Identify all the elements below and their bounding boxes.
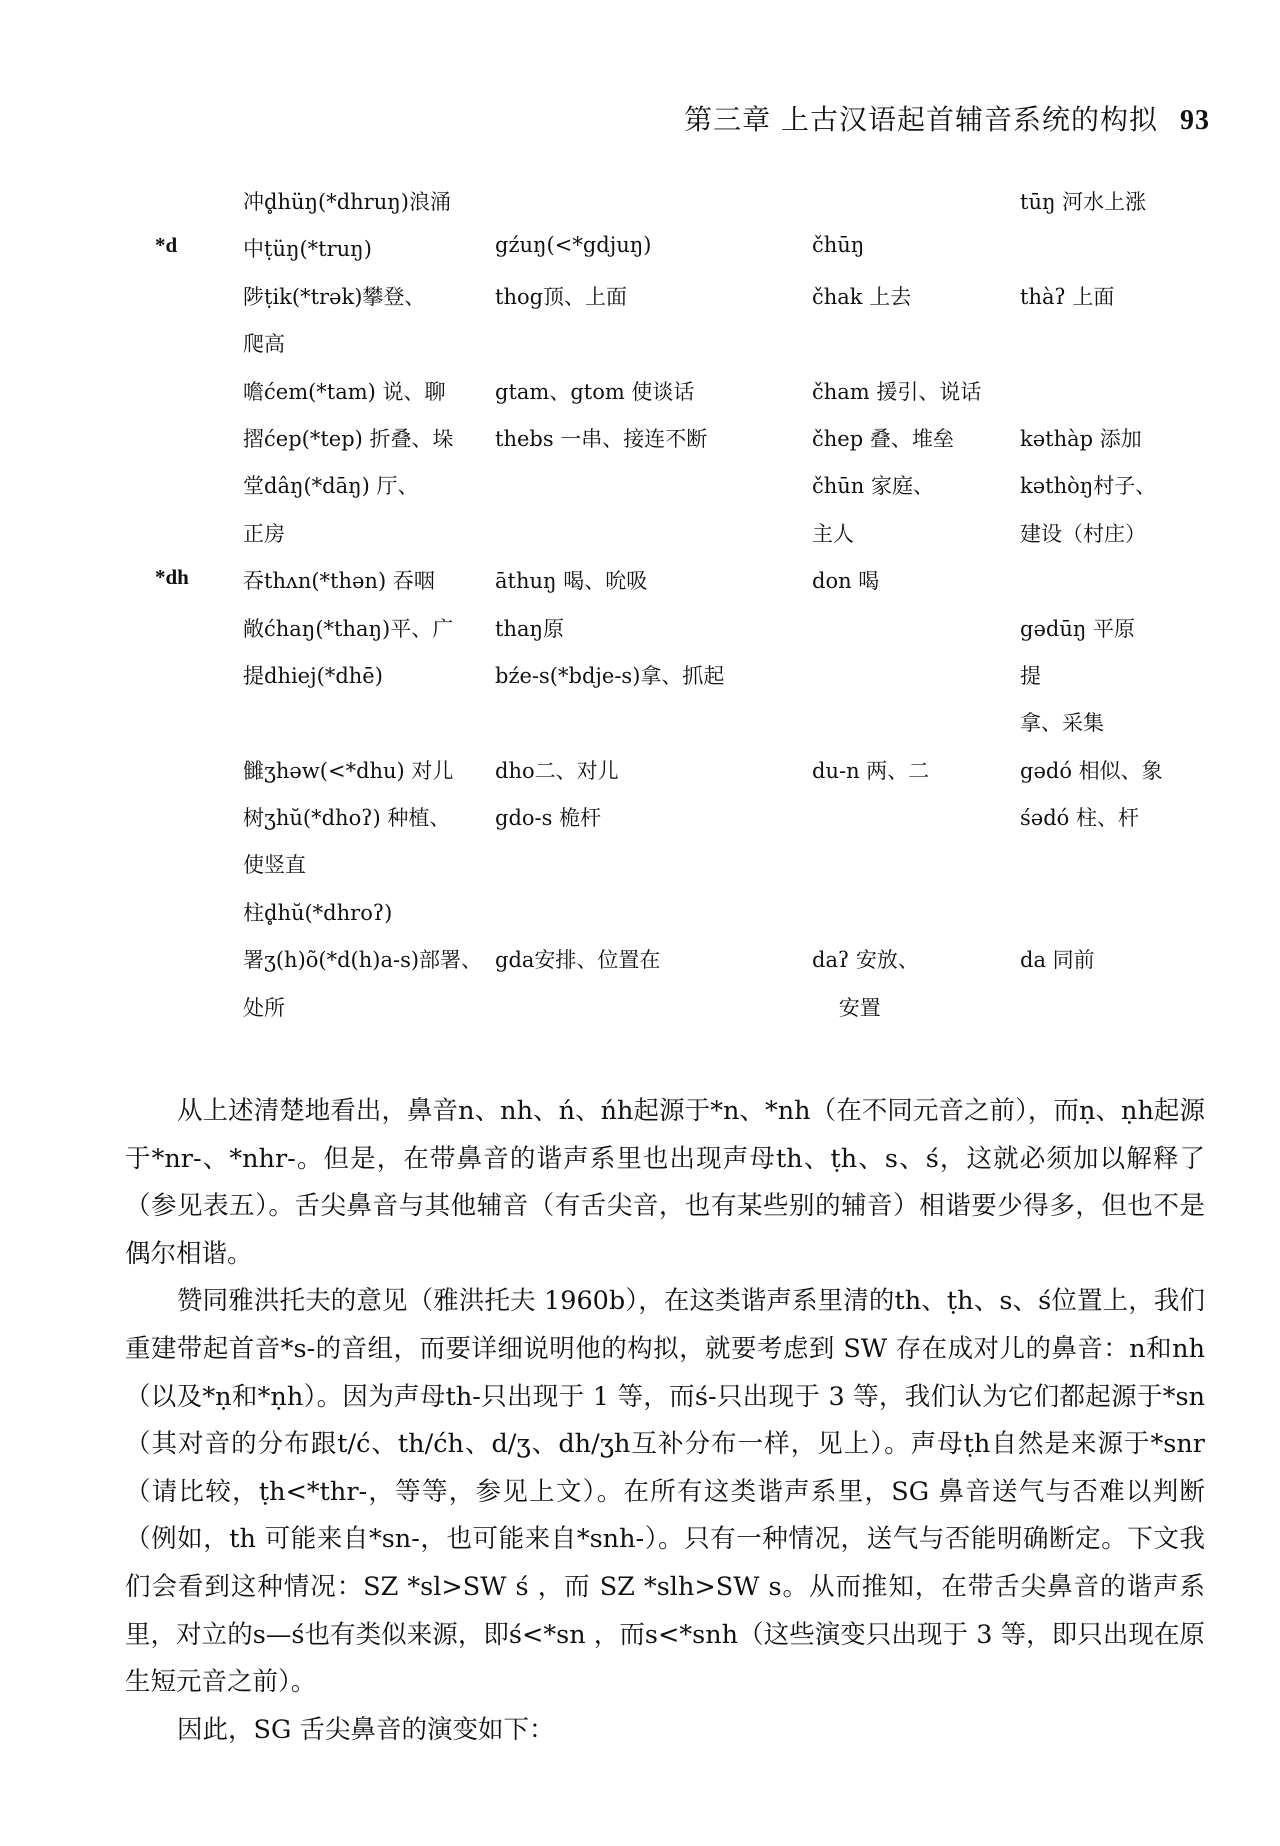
- table-row: [0, 227, 1280, 274]
- chinese-form: 吞thʌn(*thən) 吞咽: [243, 569, 435, 594]
- kachin-form: 拿、采集: [1020, 711, 1104, 736]
- paragraph: 从上述清楚地看出，鼻音n、nh、ń、ńh起源于*n、*nh（在不同元音之前），而ṇ、ṇh起源于*nr-、*nhr-。但是，在带鼻音的谐声系里也出现声母th、ṭh、s、ś，这就必须加以解释了（参见表五）。舌尖鼻音与其他辅音（有舌尖音，也有某些别的辅音）相谐要少得多，但也不是偶尔相谐。: [125, 1096, 1205, 1269]
- chinese-form: 爬高: [243, 332, 285, 357]
- paragraph: 赞同雅洪托夫的意见（雅洪托夫 1960b），在这类谐声系里清的th、ṭh、s、ś位置上，我们重建带起首音*s-的音组，而要详细说明他的构拟，就要考虑到 SW 存在成对儿的鼻音：n和nh（以及*ṇ和*ṇh）。因为声母th-只出现于 1 等，而ś-只出现于 3 等，我们认为它们都起源于*sn（其对音的分布跟t/ć、th/ćh、d/ʒ、dh/ʒh互补分布一样，见上）。声母ṭh自然是来源于*snr （请比较，ṭh<*thr-，等等，参见上文）。在所有这类谐声系里，SG 鼻音送气与否难以判断（例如，th 可能来自*sn-，也可能来自*snh-）。只有一种情况，送气与否能明确断定。下文我们会看到这种情况：SZ *sl>SW ś ，而 SZ *slh>SW s。从而推知，在带舌尖鼻音的谐声系里，对立的s—ś也有类似来源，即ś<*sn ，而s<*snh（这些演变只出现于 3 等，即只出现在原生短元音之前）。: [125, 1286, 1205, 1698]
- chinese-form: 署ʒ(h)õ(*d(h)a-s)部署、: [243, 948, 483, 973]
- running-header: [684, 98, 1210, 138]
- initial-label: *d: [155, 233, 178, 258]
- body-text: [125, 1088, 1205, 1754]
- burmese-form: čhūn 家庭、: [812, 474, 935, 499]
- kachin-form: da 同前: [1020, 948, 1095, 973]
- kachin-form: kəthàp 添加: [1020, 426, 1142, 451]
- table-row: [0, 701, 1280, 748]
- kachin-form: 提: [1020, 663, 1041, 688]
- table-row: [0, 417, 1280, 464]
- table-row: [0, 370, 1280, 417]
- paragraph: 因此，SG 舌尖鼻音的演变如下：: [177, 1714, 555, 1745]
- chinese-form: 敞ćhaŋ(*thaŋ)平、广: [243, 616, 454, 641]
- chinese-form: 柱d̥hŭ(*dhroʔ): [243, 900, 393, 925]
- chinese-form: 树ʒhŭ(*dhoʔ) 种植、: [243, 806, 451, 831]
- table-row: [0, 464, 1280, 511]
- kachin-form: gədūŋ 平原: [1020, 616, 1136, 641]
- burmese-form: don 喝: [812, 569, 880, 594]
- table-row: [0, 512, 1280, 559]
- table-row: [0, 891, 1280, 938]
- kachin-form: tūŋ 河水上涨: [1020, 190, 1147, 214]
- kachin-form: śədó 柱、杆: [1020, 806, 1139, 831]
- table-row: [0, 749, 1280, 796]
- chinese-form: 使竖直: [243, 853, 306, 878]
- table-row: [0, 322, 1280, 369]
- chapter-title: 第三章 上古汉语起首辅音系统的构拟: [684, 103, 1158, 136]
- tibetan-form: gda安排、位置在: [495, 948, 661, 973]
- table-row: [0, 938, 1280, 985]
- burmese-form: čhak 上去: [812, 284, 912, 309]
- burmese-form: 主人: [812, 521, 854, 546]
- chinese-form: 雠ʒhəw(<*dhu) 对儿: [243, 758, 454, 783]
- chinese-form: 冲d̥hüŋ(*dhruŋ)浪涌: [243, 190, 451, 214]
- kachin-form: 建设（村庄）: [1020, 521, 1146, 546]
- chinese-form: 噡ćem(*tam) 说、聊: [243, 379, 446, 404]
- table-row: [0, 796, 1280, 843]
- tibetan-form: gźuŋ(<*gdjuŋ): [495, 233, 652, 258]
- chinese-form: 正房: [243, 521, 285, 546]
- table-row: [0, 654, 1280, 701]
- table-row: [0, 607, 1280, 654]
- burmese-form: du-n 两、二: [812, 758, 930, 783]
- tibetan-form: dho二、对儿: [495, 758, 619, 783]
- tibetan-form: thaŋ原: [495, 616, 565, 641]
- kachin-form: thàʔ 上面: [1020, 284, 1115, 309]
- chinese-form: 陟ṭik(*trək)攀登、: [243, 284, 426, 309]
- tibetan-form: āthuŋ 喝、吮吸: [495, 569, 648, 594]
- table-row: [0, 180, 1280, 227]
- tibetan-form: bźe-s(*bdje-s)拿、抓起: [495, 663, 725, 688]
- burmese-form: čham 援引、说话: [812, 379, 982, 404]
- comparison-table: [0, 180, 1280, 1033]
- burmese-form: čhūŋ: [812, 233, 865, 258]
- tibetan-form: gdo-s 桅杆: [495, 806, 602, 831]
- table-row: [0, 275, 1280, 322]
- tibetan-form: thog顶、上面: [495, 284, 628, 309]
- chinese-form: 堂dâŋ(*dāŋ) 厅、: [243, 474, 419, 499]
- burmese-form: daʔ 安放、: [812, 948, 919, 973]
- initial-label: *dh: [155, 565, 189, 590]
- chinese-form: 摺ćep(*tep) 折叠、垛: [243, 426, 454, 451]
- page-number: 93: [1180, 105, 1210, 136]
- kachin-form: kəthòŋ村子、: [1020, 474, 1157, 499]
- burmese-form: čhep 叠、堆垒: [812, 426, 954, 451]
- tibetan-form: thebs 一串、接连不断: [495, 426, 708, 451]
- kachin-form: gədó 相似、象: [1020, 758, 1163, 783]
- table-row: [0, 559, 1280, 606]
- burmese-form: 安置: [812, 995, 881, 1020]
- table-row: [0, 843, 1280, 890]
- tibetan-form: gtam、gtom 使谈话: [495, 379, 695, 404]
- table-row: [0, 986, 1280, 1033]
- chinese-form: 中ṭüŋ(*truŋ): [243, 237, 372, 262]
- chinese-form: 提dhiej(*dhē): [243, 663, 383, 688]
- chinese-form: 处所: [243, 995, 285, 1020]
